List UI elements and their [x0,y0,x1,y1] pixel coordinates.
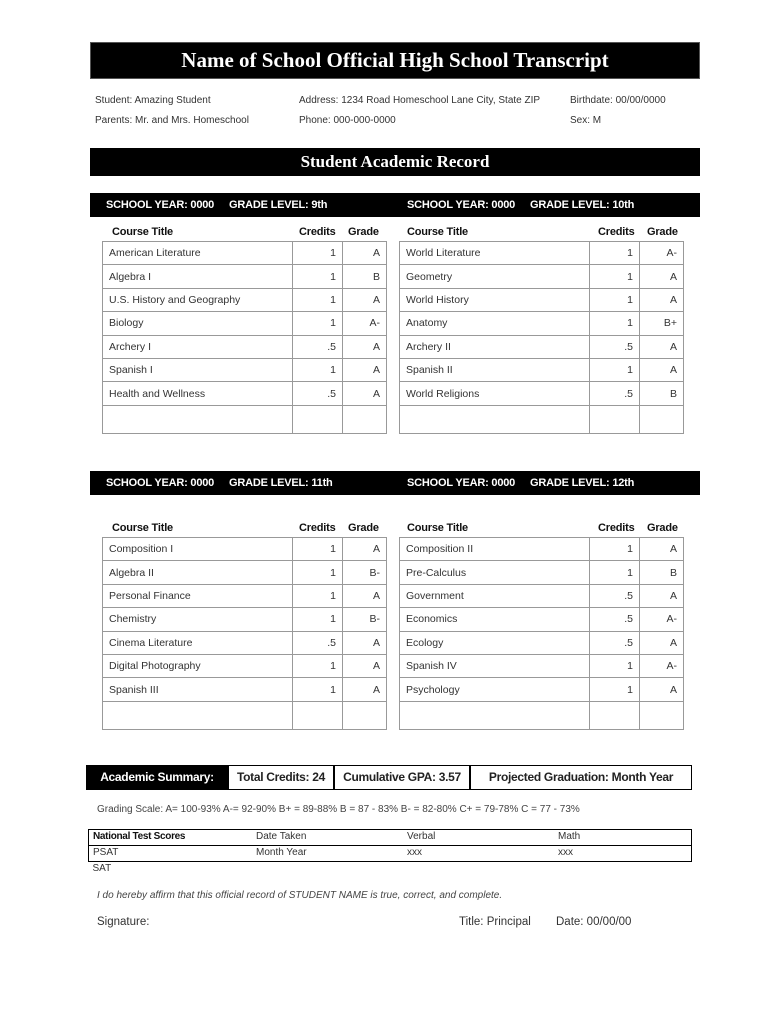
table-row [103,701,387,729]
course-credits: 1 [590,265,640,288]
table-row [400,242,684,265]
table-row [103,561,387,584]
course-title: Personal Finance [103,584,293,607]
course-credits: 1 [590,654,640,677]
course-title-header: Course Title [407,226,468,238]
course-grade: A [343,358,387,381]
table-row [400,335,684,358]
projected-graduation: Projected Graduation: Month Year [470,765,692,790]
course-table-12th [399,537,684,730]
course-credits: 1 [293,242,343,265]
table-row [103,335,387,358]
course-title [103,405,293,433]
grade-level-9: GRADE LEVEL: 9th [229,199,328,211]
course-title-header: Course Title [112,522,173,534]
course-credits [590,701,640,729]
academic-record-title: Student Academic Record [90,148,700,176]
course-grade: A [640,288,684,311]
course-title: Government [400,584,590,607]
course-title: Composition II [400,538,590,561]
course-grade: B [640,382,684,405]
course-credits: 1 [590,538,640,561]
table-row [103,631,387,654]
table-row [400,538,684,561]
course-credits: 1 [293,538,343,561]
course-grade: A [640,538,684,561]
table-row [103,584,387,607]
course-grade: A [343,242,387,265]
grade-header: Grade [348,522,379,534]
course-grade: A- [343,312,387,335]
course-credits: 1 [293,265,343,288]
grade-header: Grade [647,522,678,534]
grade-level-10: GRADE LEVEL: 10th [530,199,635,211]
course-credits: .5 [293,335,343,358]
table-row [103,538,387,561]
course-credits: 1 [293,584,343,607]
course-credits: 1 [293,608,343,631]
course-title: Biology [103,312,293,335]
course-title-header: Course Title [112,226,173,238]
course-title: Psychology [400,678,590,701]
course-grade: A [343,382,387,405]
course-credits: 1 [590,312,640,335]
table-row [400,701,684,729]
grade-level-11: GRADE LEVEL: 11th [229,477,333,489]
course-title: Archery II [400,335,590,358]
course-credits: 1 [293,678,343,701]
course-title: Digital Photography [103,654,293,677]
table-row [103,242,387,265]
signature-date: Date: 00/00/00 [556,916,632,928]
course-title [400,405,590,433]
course-title: World Religions [400,382,590,405]
grade-header: Grade [647,226,678,238]
course-credits: .5 [590,584,640,607]
school-year-11: SCHOOL YEAR: 0000 [106,477,215,489]
course-credits [293,701,343,729]
test-math [554,862,692,878]
course-credits [293,405,343,433]
table-row [103,265,387,288]
tests-header-verbal: Verbal [407,831,436,842]
school-year-10: SCHOOL YEAR: 0000 [407,199,516,211]
course-title: Spanish IV [400,654,590,677]
table-row [400,358,684,381]
course-grade: A [640,678,684,701]
student-address: Address: 1234 Road Homeschool Lane City, State ZIP [299,95,541,106]
course-title [103,701,293,729]
course-credits: 1 [590,242,640,265]
course-grade [343,701,387,729]
course-credits: 1 [590,358,640,381]
course-credits [590,405,640,433]
table-row [103,382,387,405]
student-sex: Sex: M [570,115,602,126]
table-row [400,678,684,701]
course-credits: 1 [293,561,343,584]
course-title: Pre-Calculus [400,561,590,584]
table-row [400,608,684,631]
course-credits: 1 [293,312,343,335]
course-table-10th [399,241,684,434]
course-grade: A [343,584,387,607]
course-title: Spanish I [103,358,293,381]
grade-level-12: GRADE LEVEL: 12th [530,477,635,489]
grade-header: Grade [348,226,379,238]
signature-label: Signature: [97,916,150,928]
tests-header-date: Date Taken [256,831,307,842]
course-title: Spanish II [400,358,590,381]
school-year-9: SCHOOL YEAR: 0000 [106,199,215,211]
course-credits: .5 [293,631,343,654]
cumulative-gpa: Cumulative GPA: 3.57 [334,765,470,790]
course-grade: A [343,631,387,654]
course-grade: A [343,288,387,311]
table-row [103,608,387,631]
course-credits: 1 [293,358,343,381]
test-name: SAT [92,863,112,874]
table-row [103,678,387,701]
table-row [400,584,684,607]
course-credits: 1 [590,288,640,311]
student-name: Student: Amazing Student [95,95,211,106]
test-date [252,862,403,878]
course-title: Chemistry [103,608,293,631]
credits-header: Credits [598,522,635,534]
course-grade: A [640,358,684,381]
course-title: Algebra I [103,265,293,288]
course-title: Ecology [400,631,590,654]
test-name: PSAT [93,847,119,858]
table-row [103,312,387,335]
course-grade: A- [640,242,684,265]
course-grade: A- [640,654,684,677]
course-grade: A [640,584,684,607]
table-row [400,405,684,433]
table-row [103,288,387,311]
student-parents: Parents: Mr. and Mrs. Homeschool [95,115,249,126]
course-credits: 1 [590,561,640,584]
table-row [400,631,684,654]
course-grade: A [343,654,387,677]
course-title: American Literature [103,242,293,265]
course-grade: A [640,335,684,358]
course-grade [640,701,684,729]
course-grade: A [343,335,387,358]
course-credits: .5 [590,631,640,654]
table-row [400,561,684,584]
course-credits: 1 [293,288,343,311]
course-title: Composition I [103,538,293,561]
year-bar-9-10 [90,193,700,217]
course-title: Spanish III [103,678,293,701]
course-grade: A [640,265,684,288]
course-title-header: Course Title [407,522,468,534]
affirmation-statement: I do hereby affirm that this official record of STUDENT NAME is true, correct, and complete. [97,890,503,901]
course-title [400,701,590,729]
table-row [103,405,387,433]
course-grade: B- [343,561,387,584]
course-title: Anatomy [400,312,590,335]
table-row [400,265,684,288]
student-phone: Phone: 000-000-0000 [299,115,396,126]
course-grade: B- [343,608,387,631]
course-table-11th [102,537,387,730]
course-table-9th [102,241,387,434]
tests-header-math: Math [558,831,581,842]
course-credits: .5 [590,335,640,358]
total-credits: Total Credits: 24 [228,765,334,790]
school-year-12: SCHOOL YEAR: 0000 [407,477,516,489]
course-credits: 1 [590,678,640,701]
year-bar-11-12 [90,471,700,495]
course-grade [640,405,684,433]
course-title: Geometry [400,265,590,288]
course-grade: A- [640,608,684,631]
course-credits: .5 [590,382,640,405]
course-title: Archery I [103,335,293,358]
credits-header: Credits [299,522,336,534]
course-credits: 1 [293,654,343,677]
course-title: Economics [400,608,590,631]
transcript-title: Name of School Official High School Transcript [90,42,700,79]
table-row [103,358,387,381]
table-row [400,288,684,311]
course-title: Health and Wellness [103,382,293,405]
test-date: Month Year [256,847,307,858]
course-grade: B [640,561,684,584]
test-math: xxx [558,847,573,858]
national-test-scores [88,829,692,877]
table-row [400,312,684,335]
credits-header: Credits [299,226,336,238]
course-title: Algebra II [103,561,293,584]
course-title: U.S. History and Geography [103,288,293,311]
academic-summary [86,765,692,790]
table-row [400,654,684,677]
course-title: World Literature [400,242,590,265]
table-row [103,654,387,677]
tests-header-name: National Test Scores [93,831,186,842]
signer-title: Title: Principal [459,916,531,928]
test-verbal [403,862,554,878]
course-grade: A [343,678,387,701]
student-birthdate: Birthdate: 00/00/0000 [570,95,666,106]
test-verbal: xxx [407,847,422,858]
course-title: Cinema Literature [103,631,293,654]
credits-header: Credits [598,226,635,238]
course-grade: A [640,631,684,654]
course-credits: .5 [590,608,640,631]
course-credits: .5 [293,382,343,405]
course-grade [343,405,387,433]
table-row [400,382,684,405]
course-grade: A [343,538,387,561]
course-grade: B [343,265,387,288]
course-title: World History [400,288,590,311]
course-grade: B+ [640,312,684,335]
summary-label: Academic Summary: [86,765,228,790]
grading-scale: Grading Scale: A= 100-93% A-= 92-90% B+ = 89-88% B = 87 - 83% B- = 82-80% C+ = 79-78% C = 77 - 73% [97,804,580,815]
